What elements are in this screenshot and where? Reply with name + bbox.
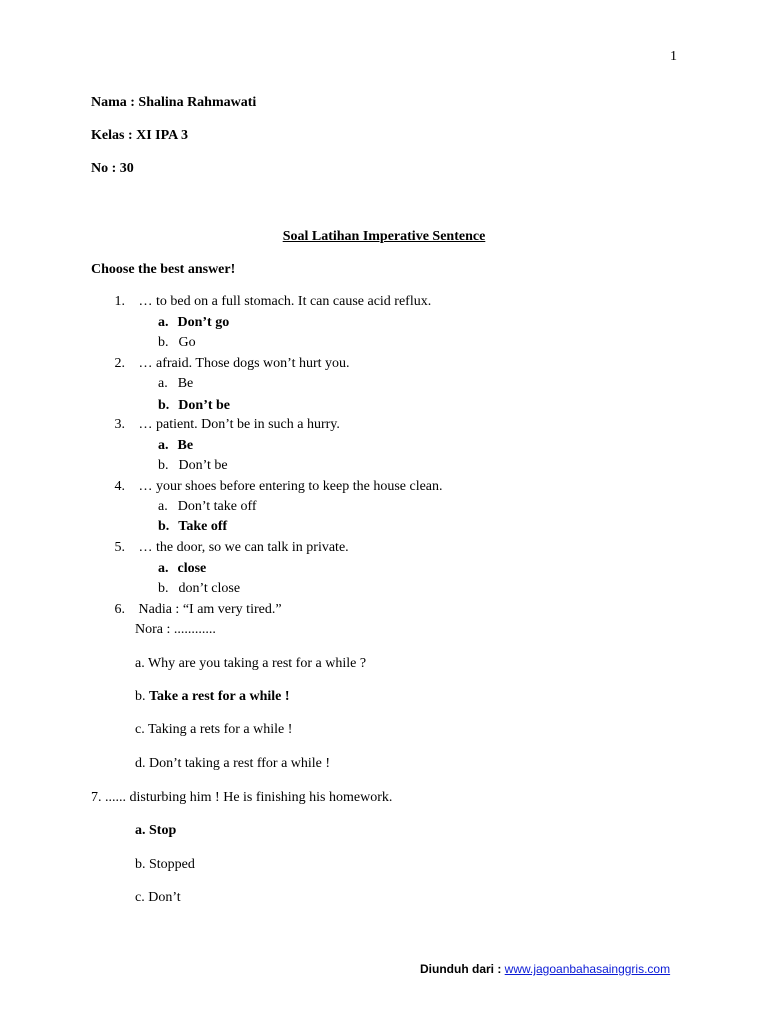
option-1b: b. Go [158, 335, 196, 350]
question-7 [91, 789, 392, 807]
footer-link[interactable]: www.jagoanbahasainggris.com [504, 962, 671, 976]
question-6 [101, 601, 282, 619]
question-text: … patient. Don’t be in such a hurry. [138, 417, 340, 432]
option-2a: a. Be [158, 376, 194, 391]
option-7b: b. Stopped [135, 857, 195, 872]
question-3 [101, 416, 340, 434]
option-4a: a. Don’t take off [158, 499, 257, 514]
student-class: Kelas : XI IPA 3 [91, 128, 188, 143]
question-text: ...... disturbing him ! He is finishing his homework. [105, 790, 393, 805]
question-text: … afraid. Those dogs won’t hurt you. [138, 356, 350, 371]
option-7a: a. Stop [135, 823, 177, 838]
question-number: 2. [114, 356, 125, 371]
option-5b: b. don’t close [158, 581, 241, 596]
question-number: 1. [114, 294, 125, 309]
option-5a: a. close [158, 561, 207, 576]
page-number: 1 [670, 49, 677, 64]
student-number: No : 30 [91, 161, 134, 176]
option-4b: b. Take off [158, 519, 228, 534]
question-4 [101, 478, 443, 496]
instruction: Choose the best answer! [91, 262, 236, 277]
question-text: Nadia : “I am very tired.” [138, 602, 282, 617]
question-text: … to bed on a full stomach. It can cause acid reflux. [138, 294, 432, 309]
page-title: Soal Latihan Imperative Sentence [282, 229, 486, 244]
option-6c: c. Taking a rets for a while ! [135, 722, 293, 737]
question-number: 5. [114, 540, 125, 555]
option-3a: a. Be [158, 438, 194, 453]
option-6d: d. Don’t taking a rest ffor a while ! [135, 756, 331, 771]
footer-label: Diunduh dari : [420, 962, 502, 976]
footer [420, 960, 670, 978]
question-5 [101, 539, 349, 557]
question-number: 3. [114, 417, 125, 432]
option-1a: a. Don’t go [158, 315, 230, 330]
question-6-line-2: Nora : ............ [135, 622, 216, 637]
student-name: Nama : Shalina Rahmawati [91, 95, 257, 110]
option-7c: c. Don’t [135, 890, 181, 905]
question-text: … your shoes before entering to keep the house clean. [138, 479, 443, 494]
option-6b: b. Take a rest for a while ! [135, 689, 290, 704]
question-number: 4. [114, 479, 125, 494]
question-2 [101, 355, 350, 373]
question-number: 6. [114, 602, 125, 617]
question-text: … the door, so we can talk in private. [138, 540, 349, 555]
option-3b: b. Don’t be [158, 458, 228, 473]
option-6a: a. Why are you taking a rest for a while ? [135, 656, 367, 671]
question-number: 7. [91, 790, 102, 805]
question-1 [101, 293, 431, 311]
option-2b: b. Don’t be [158, 398, 231, 413]
